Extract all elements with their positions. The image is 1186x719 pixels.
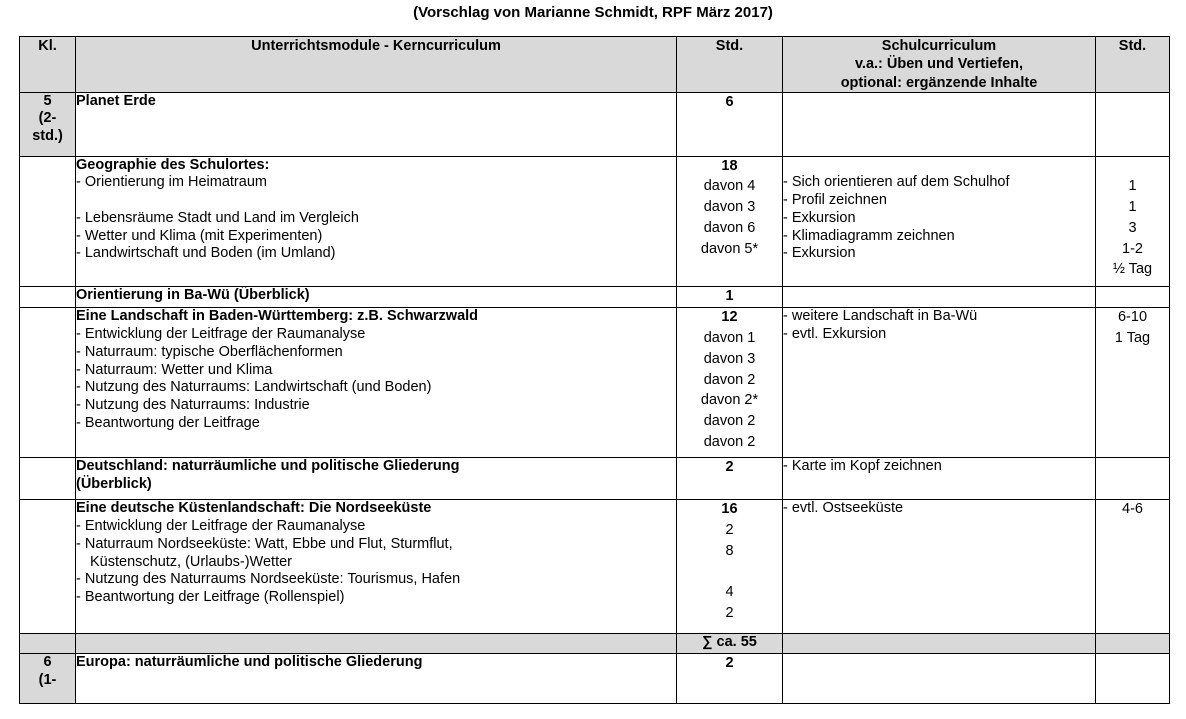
cell-line: 1 <box>1128 178 1137 195</box>
cell-line: - Naturraum Nordseeküste: Watt, Ebbe und Flut, Sturmflut, <box>76 535 453 552</box>
cell-line: - Landwirtschaft und Boden (im Umland) <box>76 245 336 262</box>
cell-line: 12 <box>721 309 738 326</box>
cell-line: davon 2* <box>700 392 759 409</box>
cell-line: ½ Tag <box>1112 261 1153 278</box>
kerncurriculum-cell <box>76 308 677 458</box>
sum-row-schul-cell <box>783 634 1096 654</box>
cell-line: Eine deutsche Küstenlandschaft: Die Nordseeküste <box>76 500 432 517</box>
schulcurriculum-cell <box>783 308 1096 458</box>
sum-row-kern-cell <box>76 634 677 654</box>
cell-line: - Nutzung des Naturraums: Landwirtschaft (und Boden) <box>76 379 432 396</box>
column-header-schulcurriculum-line1: Schulcurriculum <box>881 38 997 54</box>
cell-line: davon 3 <box>703 350 756 367</box>
schulcurriculum-cell <box>783 286 1096 308</box>
cell-line: 2 <box>725 459 734 476</box>
cell-line: 2 <box>725 655 734 672</box>
std-schul-cell <box>1096 92 1170 156</box>
cell-line: - Naturraum: Wetter und Klima <box>76 361 273 378</box>
cell-line <box>1096 157 1169 178</box>
cell-line <box>783 157 1095 175</box>
sum-row-class-cell <box>20 634 76 654</box>
sum-total-cell: ∑ ca. 55 <box>677 634 783 654</box>
column-header-schulcurriculum-line3: optional: ergänzende Inhalte <box>840 74 1038 91</box>
cell-line: davon 2 <box>703 371 756 388</box>
cell-line: davon 1 <box>703 330 756 347</box>
cell-line: - Orientierung im Heimatraum <box>76 174 267 191</box>
curriculum-table <box>19 36 1170 704</box>
cell-line: - Beantwortung der Leitfrage <box>76 414 260 431</box>
column-header-kerncurriculum-label: Unterrichtsmodule - Kerncurriculum <box>251 38 501 54</box>
table-row <box>20 92 1170 156</box>
cell-line: 6-10 <box>1117 309 1148 326</box>
cell-line: davon 2 <box>703 433 756 450</box>
kerncurriculum-cell <box>76 286 677 308</box>
table-header-row <box>20 37 1170 93</box>
row-class-line: 6 <box>43 654 52 671</box>
cell-line: Geographie des Schulortes: <box>76 156 270 173</box>
table-row <box>20 156 1170 286</box>
cell-line: Planet Erde <box>76 92 156 109</box>
cell-line: - Exkursion <box>783 209 856 226</box>
table-row <box>20 286 1170 308</box>
cell-line: Eine Landschaft in Baden-Württemberg: z.B. Schwarzwald <box>76 308 479 325</box>
row-class-line: (1- <box>38 672 57 689</box>
cell-line: 4 <box>725 584 734 601</box>
cell-line: - evtl. Exkursion <box>783 326 887 343</box>
cell-line: - Nutzung des Naturraums Nordseeküste: Tourismus, Hafen <box>76 571 461 588</box>
column-header-std-kern <box>677 37 783 93</box>
cell-line: - Sich orientieren auf dem Schulhof <box>783 174 1010 191</box>
row-class-line: 5 <box>43 92 52 109</box>
column-header-kl <box>20 37 76 93</box>
kerncurriculum-cell <box>76 654 677 704</box>
sum-row-std-cell <box>1096 634 1170 654</box>
cell-line: (Überblick) <box>76 476 152 493</box>
cell-line: davon 6 <box>703 219 756 236</box>
column-header-std-kern-label: Std. <box>715 38 744 54</box>
cell-line: 6 <box>725 93 734 110</box>
cell-line: - Beantwortung der Leitfrage (Rollenspiel) <box>76 588 345 605</box>
row-class-cell <box>20 458 76 500</box>
std-schul-cell <box>1096 654 1170 704</box>
cell-line: davon 3 <box>703 199 756 216</box>
cell-line: 18 <box>721 157 738 174</box>
cell-line: - Nutzung des Naturraums: Industrie <box>76 396 310 413</box>
cell-line: 4-6 <box>1122 501 1143 518</box>
cell-line: - Profil zeichnen <box>783 192 887 209</box>
table-row <box>20 308 1170 458</box>
column-header-schulcurriculum <box>783 37 1096 93</box>
cell-line: - evtl. Ostseeküste <box>783 500 904 517</box>
cell-line <box>677 260 782 281</box>
schulcurriculum-cell <box>783 500 1096 634</box>
std-kern-cell <box>677 92 783 156</box>
table-row <box>20 458 1170 500</box>
cell-line: 2 <box>725 604 734 621</box>
cell-line: 1 <box>725 287 734 304</box>
std-kern-cell <box>677 500 783 634</box>
row-class-line: (2- <box>38 110 57 127</box>
cell-line: Deutschland: naturräumliche und politische Gliederung <box>76 458 460 475</box>
column-header-kl-label: Kl. <box>38 38 57 54</box>
cell-line: - Naturraum: typische Oberflächenformen <box>76 343 343 360</box>
column-header-std-schul-label: Std. <box>1118 38 1147 54</box>
kerncurriculum-cell <box>76 458 677 500</box>
kerncurriculum-cell <box>76 92 677 156</box>
column-header-kerncurriculum <box>76 37 677 93</box>
cell-line: 1 Tag <box>1114 330 1151 347</box>
sum-row <box>20 634 1170 654</box>
schulcurriculum-cell <box>783 156 1096 286</box>
cell-line: - Karte im Kopf zeichnen <box>783 458 942 475</box>
cell-line: 3 <box>1128 219 1137 236</box>
cell-line: - Lebensräume Stadt und Land im Vergleich <box>76 209 359 226</box>
row-class-cell <box>20 654 76 704</box>
schulcurriculum-cell <box>783 654 1096 704</box>
cell-line: - Entwicklung der Leitfrage der Raumanalyse <box>76 518 366 535</box>
kerncurriculum-cell <box>76 156 677 286</box>
row-class-cell <box>20 92 76 156</box>
std-kern-cell <box>677 286 783 308</box>
cell-line: 8 <box>725 542 734 559</box>
std-schul-cell <box>1096 500 1170 634</box>
row-class-cell <box>20 500 76 634</box>
std-kern-cell <box>677 308 783 458</box>
cell-line: 1 <box>1128 199 1137 216</box>
std-kern-cell <box>677 156 783 286</box>
cell-line: davon 2 <box>703 412 756 429</box>
column-header-std-schul <box>1096 37 1170 93</box>
std-schul-cell <box>1096 308 1170 458</box>
cell-line: Europa: naturräumliche und politische Gliederung <box>76 654 423 671</box>
cell-line: - Exkursion <box>783 245 856 262</box>
cell-line: davon 4 <box>703 178 756 195</box>
schulcurriculum-cell <box>783 458 1096 500</box>
cell-line: - Entwicklung der Leitfrage der Raumanalyse <box>76 326 366 343</box>
row-class-cell <box>20 308 76 458</box>
column-header-schulcurriculum-line2: v.a.: Üben und Vertiefen, <box>854 56 1024 73</box>
cell-line: - Wetter und Klima (mit Experimenten) <box>76 227 323 244</box>
table-row <box>20 654 1170 704</box>
std-schul-cell <box>1096 156 1170 286</box>
schulcurriculum-cell <box>783 92 1096 156</box>
cell-line: 2 <box>725 522 734 539</box>
cell-line: Küstenschutz, (Urlaubs-)Wetter <box>90 553 292 570</box>
std-schul-cell <box>1096 458 1170 500</box>
row-class-cell <box>20 286 76 308</box>
std-kern-cell <box>677 458 783 500</box>
table-row <box>20 500 1170 634</box>
cell-line <box>76 192 676 210</box>
row-class-line: std.) <box>32 128 63 145</box>
cell-line: Orientierung in Ba-Wü (Überblick) <box>76 286 310 303</box>
kerncurriculum-cell <box>76 500 677 634</box>
table-body <box>20 37 1170 704</box>
cell-line: davon 5* <box>700 240 759 257</box>
document-subtitle: (Vorschlag von Marianne Schmidt, RPF März 2017) <box>413 4 773 21</box>
std-schul-cell <box>1096 286 1170 308</box>
cell-line: 16 <box>721 501 738 518</box>
row-class-cell <box>20 156 76 286</box>
cell-line <box>677 563 782 584</box>
cell-line: - Klimadiagramm zeichnen <box>783 227 955 244</box>
cell-line: 1-2 <box>1122 240 1143 257</box>
std-kern-cell <box>677 654 783 704</box>
cell-line: - weitere Landschaft in Ba-Wü <box>783 308 978 325</box>
